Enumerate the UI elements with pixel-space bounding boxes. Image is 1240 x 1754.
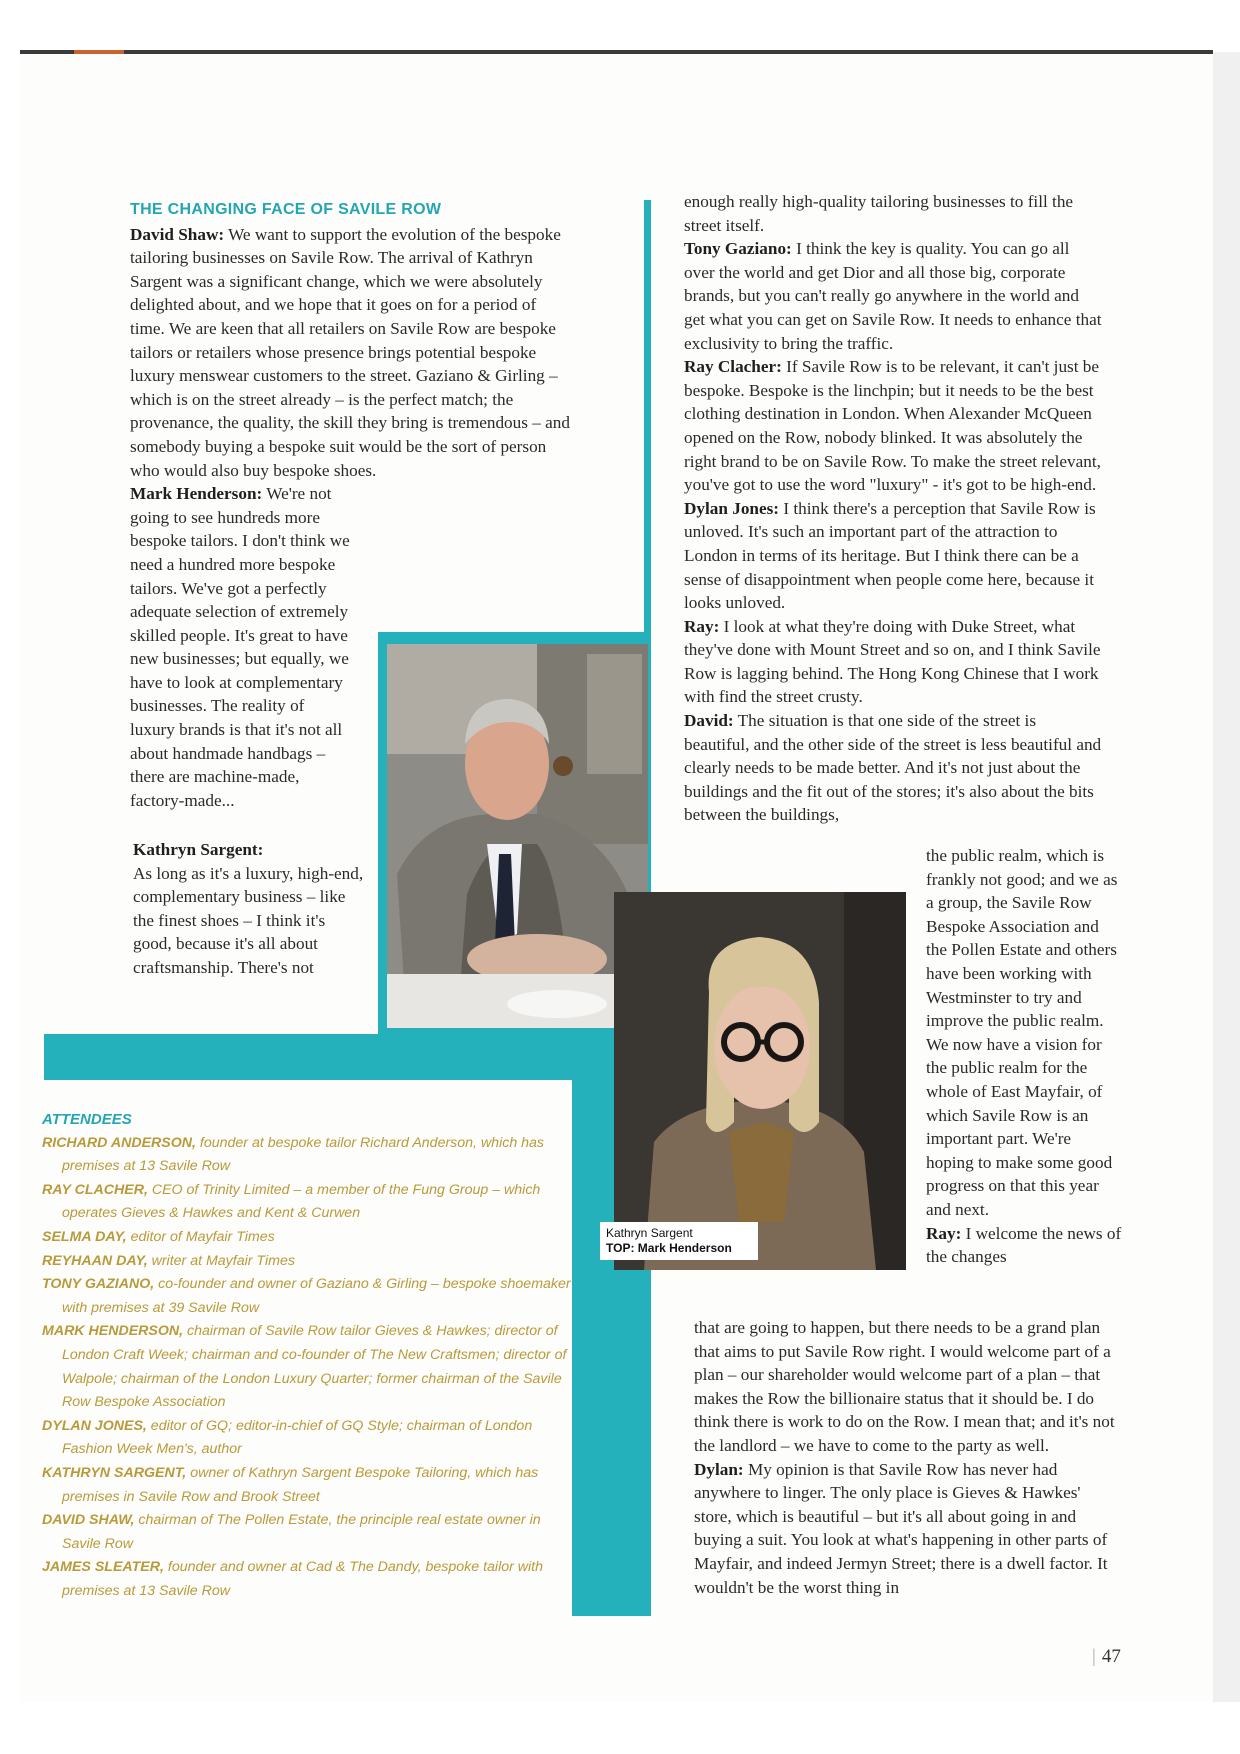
attendee-item	[42, 1556, 582, 1603]
paragraph	[130, 223, 570, 483]
paragraph	[684, 190, 1104, 237]
attendee-desc: chairman of The Pollen Estate, the principle real estate owner in Savile Row	[62, 1512, 541, 1552]
text-wrap-spacer	[352, 552, 562, 838]
attendee-name: SELMA DAY,	[42, 1228, 127, 1245]
attendee-desc: founder at bespoke tailor Richard Anderson, which has premises at 13 Savile Row	[62, 1134, 545, 1175]
paragraph-text: If Savile Row is to be relevant, it can't just be bespoke. Bespoke is the linchpin; but it needs to be the best clothing destination in London. When Alexander McQueen opened on the Row, nobody blinked. It was absolutely the right brand to be on Savile Row. To make the street relevant, you've got to use the word "luxury" - it's got to be high-end.	[684, 357, 1101, 495]
bottom-right-column	[694, 1316, 1119, 1599]
speaker-name: David:	[684, 711, 734, 731]
photo-caption	[600, 1222, 758, 1260]
teal-vertical-rule	[644, 200, 651, 640]
attendee-desc: CEO of Trinity Limited – a member of the Fung Group – which operates Gieves & Hawkes and Kent & Curwen	[62, 1181, 541, 1222]
paragraph-text: My opinion is that Savile Row has never had anywhere to linger. The only place is Gieves & Hawkes' store, which is beautiful – but it's all about going in and buying a suit. You look at what's happening in other parts of Mayfair, and indeed Jermyn Street; there is a dwell factor. It wouldn't be the worst thing in	[694, 1459, 1108, 1597]
left-column	[130, 198, 570, 838]
top-rule-accent	[74, 50, 124, 54]
attendee-name: DYLAN JONES,	[42, 1417, 147, 1434]
speaker-name: Ray:	[684, 616, 720, 636]
narrow-column	[926, 844, 1122, 1269]
left-column-narrow	[133, 838, 365, 980]
page-number-value: 47	[1101, 1646, 1121, 1667]
caption-top: TOP: Mark Henderson	[606, 1241, 732, 1255]
attendee-item	[42, 1226, 582, 1250]
attendee-item	[42, 1509, 582, 1556]
paragraph-text: I look at what they're doing with Duke Street, what they've done with Mount Street and so on, and I think Savile Row is lagging behind. The Hong Kong Chinese that I work with find the street crusty.	[684, 616, 1101, 707]
speaker-name: Ray Clacher:	[684, 357, 782, 377]
speaker-name: Mark Henderson:	[130, 484, 263, 504]
paragraph	[926, 844, 1122, 1222]
attendee-name: MARK HENDERSON,	[42, 1323, 184, 1340]
page-number-divider: |	[1092, 1646, 1096, 1667]
paragraph	[684, 497, 1104, 615]
attendee-item	[42, 1179, 582, 1226]
paragraph-text: I welcome the news of the changes	[926, 1223, 1122, 1267]
paragraph-text: I think there's a perception that Savile Row is unloved. It's such an important part of the attraction to London in terms of its heritage. But I think there can be a sense of disappointment when people come here, because it looks unloved.	[684, 498, 1096, 613]
paragraph-text: We want to support the evolution of the bespoke tailoring businesses on Savile Row. The arrival of Kathryn Sargent was a significant change, which we were absolutely delighted about, and we hope that it goes on for a period of time. We are keen that all retailers on Savile Row are bespoke tailors or retailers whose presence brings potential bespoke luxury menswear customers to the street. Gaziano & Girling – which is on the street already – is the perfect match; the provenance, the quality, the skill they bring is tremendous – and somebody buying a bespoke suit would be the sort of person who would also buy bespoke shoes.	[130, 224, 570, 480]
top-rule	[20, 50, 1213, 54]
attendee-desc: writer at Mayfair Times	[147, 1252, 295, 1269]
caption-kathryn: Kathryn Sargent	[606, 1226, 693, 1240]
paragraph-text: enough really high-quality tailoring businesses to fill the street itself.	[684, 192, 1074, 235]
teal-horizontal-band	[44, 1034, 651, 1080]
attendee-name: REYHAAN DAY,	[42, 1252, 148, 1269]
attendee-item	[42, 1462, 582, 1509]
speaker-name: Tony Gaziano:	[684, 239, 792, 259]
attendee-desc: chairman of Savile Row tailor Gieves & Hawkes; director of London Craft Week; chairman and co-founder of The New Craftsmen; director of Walpole; chairman of the London Luxury Quarter; former chairman of the Savile Row Bespoke Association	[62, 1323, 567, 1411]
paragraph	[684, 237, 1104, 355]
attendees-list	[42, 1108, 582, 1603]
attendees-heading: ATTENDEES	[42, 1111, 132, 1128]
attendee-item	[42, 1250, 582, 1274]
attendee-name: RAY CLACHER,	[42, 1181, 148, 1198]
page-edge-shadow	[1213, 52, 1240, 1702]
speaker-name: Dylan:	[694, 1459, 744, 1479]
section-title: THE CHANGING FACE OF SAVILE ROW	[130, 201, 442, 218]
right-column	[684, 190, 1104, 827]
speaker-name: David Shaw:	[130, 224, 225, 244]
attendee-name: RICHARD ANDERSON,	[42, 1134, 196, 1151]
attendee-desc: owner of Kathryn Sargent Bespoke Tailoring, which has premises in Savile Row and Brook Street	[62, 1464, 539, 1505]
attendee-desc: co-founder and owner of Gaziano & Girling – bespoke shoemaker with premises at 39 Savile Row	[62, 1276, 571, 1316]
paragraph	[684, 355, 1104, 497]
attendee-desc: editor of Mayfair Times	[126, 1228, 275, 1245]
paragraph	[133, 838, 365, 980]
attendee-desc: editor of GQ; editor-in-chief of GQ Style; chairman of London Fashion Week Men's, author	[62, 1417, 533, 1458]
attendee-item	[42, 1273, 582, 1320]
attendee-name: JAMES SLEATER,	[42, 1559, 164, 1576]
paragraph	[926, 1222, 1122, 1269]
attendee-desc: founder and owner at Cad & The Dandy, bespoke tailor with premises at 13 Savile Row	[62, 1559, 544, 1599]
paragraph-text: We're not going to see hundreds more bespoke tailors. I don't think we need a hundred more bespoke tailors. We've got a perfectly adequate selection of extremely skilled people. It's great to have new businesses; but equally, we have to look at complementary businesses. The reality of luxury brands is that it's not all about handmade handbags – there are machine-made, factory-made...	[130, 484, 350, 810]
paragraph-text: the public realm, which is frankly not good; and we as a group, the Savile Row Bespoke Association and the Pollen Estate and others have been working with Westminster to try and improve the public realm. We now have a vision for the public realm for the whole of East Mayfair, of which Savile Row is an important part. We're hoping to make some good progress on that this year and next.	[926, 846, 1118, 1219]
paragraph	[130, 482, 562, 812]
attendee-item	[42, 1132, 582, 1179]
attendee-item	[42, 1320, 582, 1414]
photo-kathryn-sargent	[614, 892, 906, 1270]
attendee-item	[42, 1415, 582, 1462]
paragraph	[694, 1458, 1119, 1600]
paragraph-text: As long as it's a luxury, high-end, complementary business – like the finest shoes – I think it's good, because it's all about craftsmanship. There's not	[133, 863, 364, 977]
speaker-name: Dylan Jones:	[684, 498, 780, 518]
kathryn-sargent-illustration	[614, 892, 906, 1270]
page-number	[1092, 1646, 1121, 1668]
speaker-name: Ray:	[926, 1223, 962, 1243]
paragraph	[694, 1316, 1119, 1458]
attendee-name: DAVID SHAW,	[42, 1512, 135, 1529]
paragraph-text: The situation is that one side of the street is beautiful, and the other side of the street is less beautiful and clearly needs to be made better. And it's not just about the buildings and the fit out of the stores; it's also about the bits between the buildings,	[684, 711, 1102, 825]
attendee-name: KATHRYN SARGENT,	[42, 1464, 187, 1481]
paragraph-text: I think the key is quality. You can go all over the world and get Dior and all those big, corporate brands, but you can't really go anywhere in the world and get what you can get on Savile Row. It needs to enhance that exclusivity to bring the traffic.	[684, 239, 1102, 353]
paragraph	[684, 615, 1104, 709]
attendee-name: TONY GAZIANO,	[42, 1276, 155, 1293]
paragraph-text: that are going to happen, but there needs to be a grand plan that aims to put Savile Row right. I would welcome part of a plan – our shareholder would welcome part of a plan – that makes the Row the billionaire status that it should be. I do think there is work to do on the Row. I mean that; and it's not the landlord – we have to come to the party as well.	[694, 1318, 1115, 1455]
paragraph	[684, 709, 1104, 827]
speaker-name: Kathryn Sargent:	[133, 840, 264, 859]
